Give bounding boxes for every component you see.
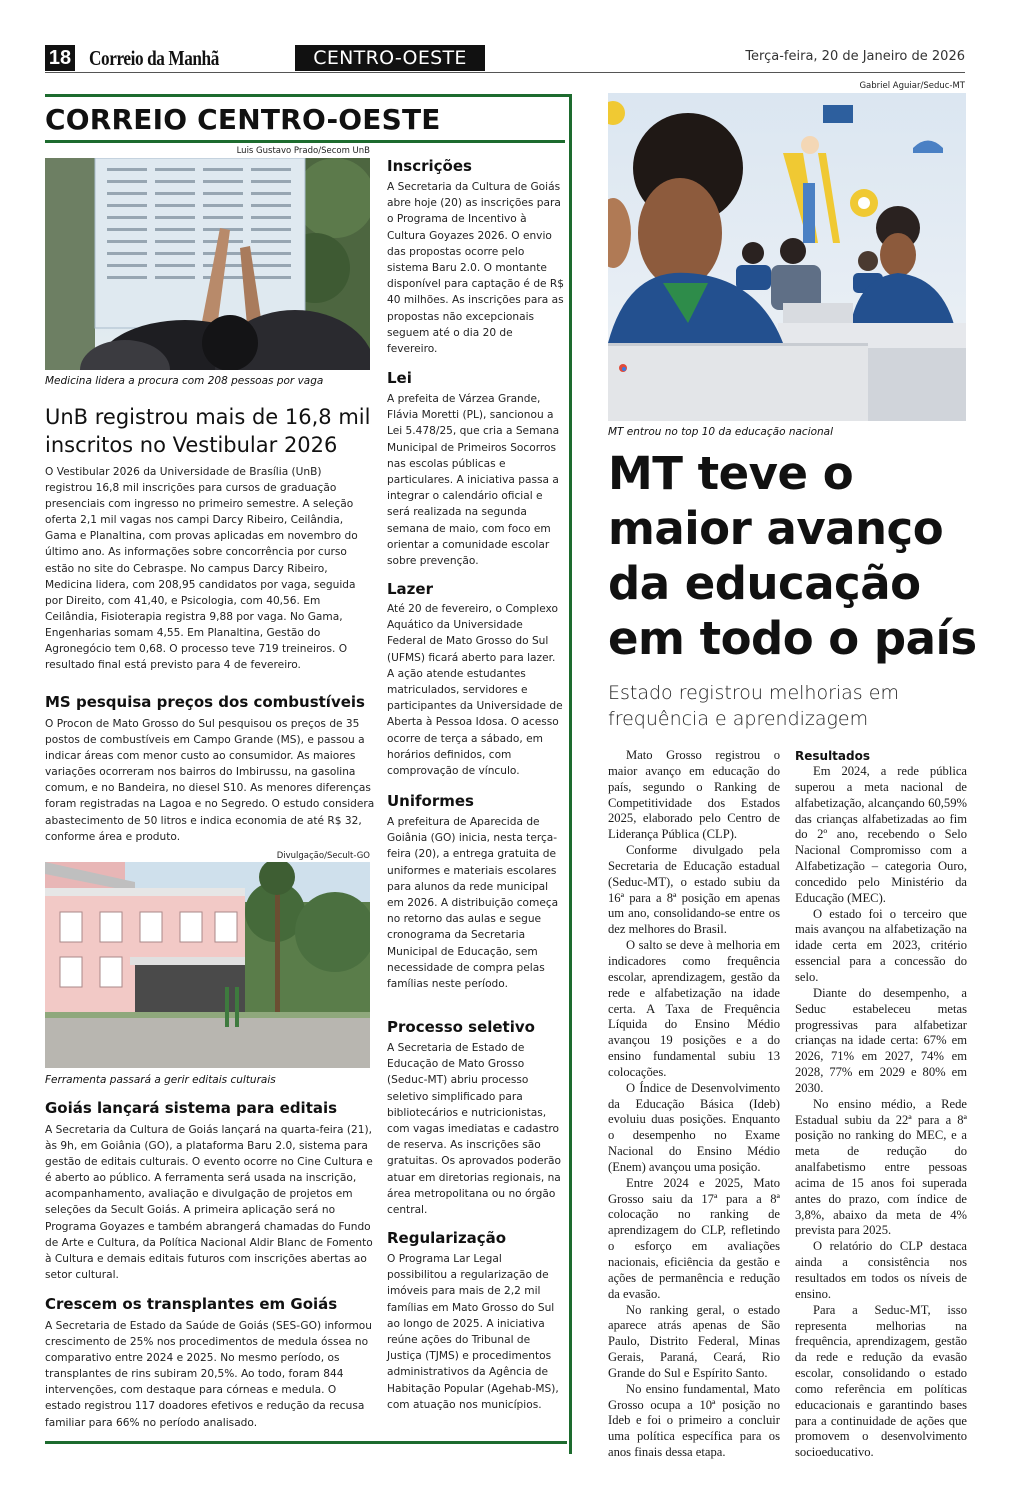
photo-illustration — [45, 158, 370, 370]
paragraph: Para a Seduc-MT, isso representa melhorias na frequência, aprendizagem, gestão da rede e redução da evasão escolar, consolidando o estado como referência em políticas educacionais e garantindo bases para a continuidade de ações que promovem o desenvolvimento socioeducativo. — [795, 1302, 967, 1460]
article-headline-goias: Goiás lançará sistema para editais — [45, 1099, 338, 1117]
newspaper-name: Correio da Manhã — [89, 46, 219, 70]
section-label: CENTRO-OESTE — [295, 45, 485, 71]
paragraph: O estado foi o terceiro que mais avançou na alfabetização na idade certa em 2023, critério essencial para a concessão do selo. — [795, 906, 967, 984]
main-story-column-1 — [608, 748, 780, 1461]
paragraph: Diante do desempenho, a Seduc estabeleceu metas progressivas para alfabetizar crianças na idade certa: 67% em 2026, 71% em 2027, 74% em 2028, 77% em 2029 e 80% em 2030. — [795, 985, 967, 1095]
paragraph: Mato Grosso registrou o maior avanço em educação do país, segundo o Ranking de Competitividade dos Estados 2025, elaborado pelo Centro de Liderança Pública (CLP). — [608, 748, 780, 842]
article-headline-ms: MS pesquisa preços dos combustíveis — [45, 693, 365, 711]
main-story-column-2 — [795, 748, 967, 1461]
paragraph: Conforme divulgado pela Secretaria de Educação estadual (Seduc-MT), o estado subiu da 16ª para a 8ª posição em apenas um ano, consolidando-se entre os dez melhores do Brasil. — [608, 843, 780, 937]
photo-credit: Divulgação/Secult-GO — [276, 851, 370, 861]
brief-title: Inscrições — [387, 157, 472, 175]
paragraph: No ensino fundamental, Mato Grosso ocupa a 10ª posição no Ideb e foi o primeiro a concluir uma política específica para os anos finais dessa etapa. — [608, 1381, 780, 1460]
article-headline-transplants: Crescem os transplantes em Goiás — [45, 1295, 338, 1313]
section-title-rule — [45, 140, 565, 143]
main-deck: Estado registrou melhorias em frequência e aprendizagem — [608, 682, 899, 730]
article-headline-unb: UnB registrou mais de 16,8 mil inscritos no Vestibular 2026 — [45, 405, 371, 457]
brief-body: A Secretaria de Estado de Educação de Mato Grosso (Seduc-MT) abriu processo seletivo simplificado para bibliotecários e nutricionistas, com vagas imediatas e cadastro de reserva. As inscrições são gratuitas. Os aprovados poderão atuar em diretorias regionais, na área metropolitana ou no órgão central. — [387, 1042, 561, 1217]
article-body-transplants: A Secretaria de Estado da Saúde de Goiás (SES-GO) informou crescimento de 25% nos procedimentos de medula óssea no comparativo entre 2024 e 2025. No mesmo período, os transplantes de rins subiram 20,5%. Ao todo, foram 844 intervenções, com destaque para córneas e medula. O estado registrou 117 doadores efetivos e redução da recusa familiar para 66% no período analisado. — [45, 1320, 372, 1429]
photo-credit: Gabriel Aguiar/Seduc-MT — [859, 81, 965, 91]
paragraph: O Índice de Desenvolvimento da Educação Básica (Ideb) evoluiu duas posições. Enquanto o desempenho no Exame Nacional do Ensino Médio (Enem) avançou uma posição. — [608, 1080, 780, 1174]
paragraph: O salto se deve à melhoria em indicadores como frequência escolar, aprendizagem, gestão da rede e alfabetização na idade certa. A Taxa de Frequência Líquida do Ensino Médio avançou 19 posições e a do ensino fundamental subiu 13 colocações. — [608, 938, 780, 1079]
photo-caption: Ferramenta passará a gerir editais culturais — [45, 1074, 276, 1086]
brief-title: Uniformes — [387, 792, 474, 810]
students-results-board-photo — [45, 158, 370, 370]
brief-body: A Secretaria da Cultura de Goiás abre hoje (20) as inscrições para o Programa de Incentivo à Cultura Goyazes 2026. O envio das propostas ocorre pelo sistema Baru 2.0. O montante disponível para captação é de R$ 40 milhões. As inscrições para as propostas não excepcionais seguem até o dia 20 de fevereiro. — [387, 181, 565, 356]
cultural-building-photo — [45, 862, 370, 1068]
brief-title: Processo seletivo — [387, 1018, 535, 1036]
brief-body: Até 20 de fevereiro, o Complexo Aquático da Universidade Federal de Mato Grosso do Sul (UFMS) ficará aberto para lazer. A ação atende estudantes matriculados, servidores e participantes da Universidade de Aberta à Pessoa Idosa. O acesso ocorre de terça a sábado, em horários definidos, com comprovação de vínculo. — [387, 603, 563, 778]
brief-body: O Programa Lar Legal possibilitou a regularização de imóveis para mais de 2,2 mil famílias em Mato Grosso do Sul ao longo de 2025. A iniciativa reúne ações do Tribunal de Justiça (TJMS) e procedimentos administrativos da Agência de Habitação Popular (Agehab-MS), com atuação nos municípios. — [387, 1253, 559, 1411]
paragraph: Em 2024, a rede pública superou a meta nacional de alfabetização, alcançando 60,59% das crianças alfabetizadas ao fim do 2º ano, recebendo o Selo Nacional Compromisso com a Alfabetização – categoria Ouro, concedido pelo Ministério da Educação (MEC). — [795, 764, 967, 905]
brief-title: Lei — [387, 369, 412, 387]
photo-illustration — [608, 93, 966, 421]
classroom-laptops-photo — [608, 93, 966, 421]
brief-body: A prefeita de Várzea Grande, Flávia Moretti (PL), sancionou a Lei 5.478/25, que cria a Semana Municipal de Primeiros Socorros nas escolas públicas e particulares. A iniciativa passa a integrar o calendário oficial e será realizada na segunda semana de maio, com foco em orientar a comunidade escolar sobre prevenção. — [387, 393, 560, 568]
paragraph: O relatório do CLP destaca ainda a consistência nos resultados em todos os níveis de ensino. — [795, 1239, 967, 1301]
masthead — [45, 45, 965, 73]
brief-body: A prefeitura de Aparecida de Goiânia (GO) inicia, nesta terça-feira (20), a entrega gratuita de uniformes e materiais escolares para alunos da rede municipal em 2026. A distribuição começa no retorno das aulas e segue cronograma da Secretaria Municipal de Educação, sem necessidade de compra pelas famílias neste período. — [387, 816, 559, 991]
issue-date: Terça-feira, 20 de Janeiro de 2026 — [745, 49, 965, 64]
section-title: CORREIO CENTRO-OESTE — [45, 103, 441, 136]
subheading-resultados: Resultados — [795, 749, 870, 763]
paragraph: No ranking geral, o estado aparece atrás apenas de São Paulo, Distrito Federal, Minas Gerais, Paraná, Ceará, Rio Grande do Sul e Espírito Santo. — [608, 1302, 780, 1380]
section-bottom-rule — [45, 1441, 567, 1444]
photo-credit: Luis Gustavo Prado/Secom UnB — [236, 146, 370, 156]
paragraph: No ensino médio, a Rede Estadual subiu da 22ª para a 8ª posição no ranking do MEC, e a meta de redução do analfabetismo entre pessoas acima de 15 anos foi superada antes do prazo, com índice de 3,8%, abaixo da meta de 4% prevista para 2025. — [795, 1096, 967, 1238]
photo-caption: MT entrou no top 10 da educação nacional — [608, 426, 834, 438]
photo-illustration — [45, 862, 370, 1068]
brief-title: Lazer — [387, 580, 433, 598]
article-body-ms: O Procon de Mato Grosso do Sul pesquisou os preços de 35 postos de combustíveis em Campo Grande (MS), e passou a indicar áreas com menor custo ao consumidor. As maiores variações ocorreram nos bairros do Imbirussu, na gasolina comum, e no Bandeira, no diesel S10. As menores diferenças foram registradas na Lagoa e no Segredo. O estudo considera abastecimento de 50 litros e indica economia de até R$ 32, conforme área e produto. — [45, 718, 375, 843]
article-body-goias: A Secretaria da Cultura de Goiás lançará na quarta-feira (21), às 9h, em Goiânia (GO), a plataforma Baru 2.0, sistema para gestão de editais culturais. O evento ocorre no Cine Cultura e é aberto ao público. A ferramenta será usada na inscrição, acompanhamento, avaliação e divulgação de projetos em seleções da Secult Goiás. A primeira aplicação será no Programa Goyazes e também abrangerá chamadas do Fundo de Arte e Cultura, da Política Nacional Aldir Blanc de Fomento à Cultura e demais editais futuros com inscrições abertas ao setor cultural. — [45, 1124, 373, 1281]
paragraph: Entre 2024 e 2025, Mato Grosso saiu da 17ª para a 8ª colocação no ranking de aprendizagem do CLP, refletindo o esforço em avaliações nacionais, eficiência da gestão e ações de permanência e redução da evasão. — [608, 1175, 780, 1301]
photo-caption: Medicina lidera a procura com 208 pessoas por vaga — [45, 375, 324, 387]
article-body-unb: O Vestibular 2026 da Universidade de Brasília (UnB) registrou 16,8 mil inscrições para cursos de graduação presenciais com ingresso no primeiro semestre. A seleção oferta 2,1 mil vagas nos campi Darcy Ribeiro, Ceilândia, Gama e Planaltina, com provas aplicadas em novembro do último ano. As informações sobre concorrência por curso estão no site do Cebraspe. No campus Darcy Ribeiro, Medicina lidera, com 208,95 candidatos por vaga, seguida por Direito, com 41,40, e Psicologia, com 40,56. Em Ceilândia, Fisioterapia registra 9,88 por vaga. No Gama, Engenharias somam 4,55. Em Planaltina, Gestão do Agronegócio tem 0,68. O processo teve 719 treineiros. O resultado final está previsto para 4 de fevereiro. — [45, 466, 358, 672]
page-number: 18 — [45, 45, 75, 71]
brief-title: Regularização — [387, 1229, 507, 1247]
main-headline: MT teve o maior avanço da educação em todo o país — [608, 447, 977, 665]
